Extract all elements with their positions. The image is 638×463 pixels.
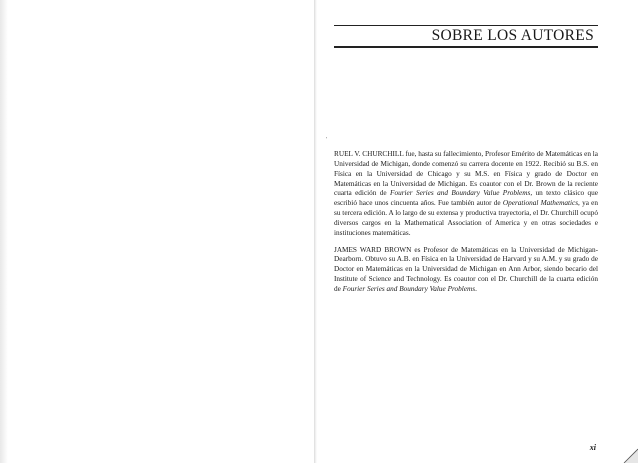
bio-brown [334, 246, 598, 295]
header-rule-top [334, 25, 598, 26]
bio-churchill-text-b: , un texto clásico que escribió hace unos cincuenta años. Fue también autor de [334, 189, 599, 208]
book-title-operational: Operational Mathematics [502, 199, 579, 208]
author-name-churchill: RUEL V. CHURCHILL [334, 150, 404, 158]
book-title-fourier-2: Fourier Series and Boundary Value Problems [342, 284, 476, 293]
author-bios [334, 150, 598, 302]
page-number: xi [589, 443, 596, 452]
bio-churchill [334, 150, 598, 239]
book-gutter [314, 0, 317, 463]
left-page-edge [0, 0, 8, 463]
stray-mark: ' [326, 137, 328, 143]
section-title: SOBRE LOS AUTORES [431, 27, 594, 44]
bio-churchill-text-a: fue, hasta su fallecimiento, Profesor Emérito de Matemáticas en la Universidad de Michigan, donde comenzó su carrera docente en 1922. Recibió su B.S. en Física en la Universidad de Chicago y su M.S. en Física y grado de Doctor en Matemáticas en la Universidad de Michigan. Es coautor con el Dr. Brown de la reciente cuarta edición de [334, 150, 598, 198]
bio-brown-text-a: es Profesor de Matemáticas en la Universidad de Michigan-Dearborn. Obtuvo su A.B. en Física en la Universidad de Harvard y su A.M. y su grado de Doctor en Matemáticas en la Universidad de Michigan en Ann Arbor, siendo becario del Institute of Science and Technology. Es coautor con el Dr. Churchill de la cuarta edición de [334, 245, 598, 293]
bio-churchill-text-c: , ya en su tercera edición. A lo largo de su extensa y productiva trayectoria, el Dr. Churchill ocupó diversos cargos en la Mathematical Association of America y en otras sociedades e instituciones matemáticas. [334, 199, 598, 237]
page-corner-shadow [622, 447, 638, 463]
author-name-brown: JAMES WARD BROWN [334, 245, 412, 254]
header-rule-bottom [334, 46, 598, 48]
bio-brown-text-b: . [475, 284, 477, 293]
book-title-fourier: Fourier Series and Boundary Value Problems [390, 189, 531, 198]
